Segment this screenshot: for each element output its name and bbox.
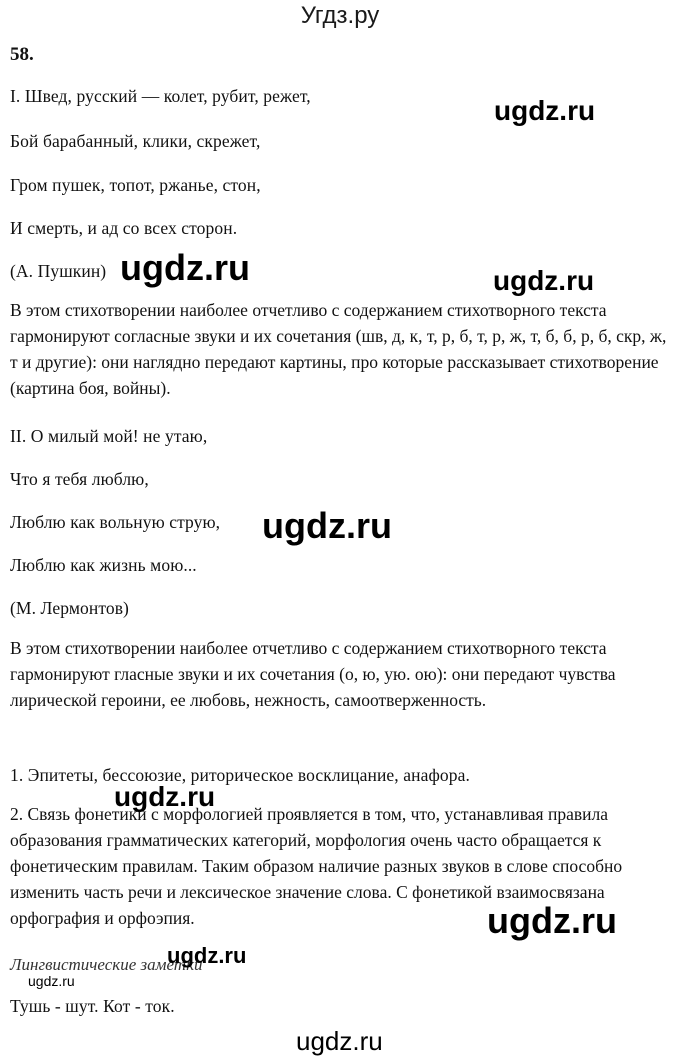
watermark: ugdz.ru: [494, 95, 596, 126]
watermark: ugdz.ru: [167, 943, 247, 968]
watermark: ugdz.ru: [114, 781, 216, 812]
watermark: ugdz.ru: [28, 973, 75, 989]
poem-line: Люблю как жизнь мою...: [10, 555, 197, 575]
watermark: ugdz.ru: [120, 247, 250, 288]
answer-item: 1. Эпитеты, бессоюзие, риторическое восклицание, анафора.: [10, 765, 470, 785]
watermark: ugdz.ru: [296, 1026, 383, 1056]
notes-text: Тушь - шут. Кот - ток.: [10, 996, 175, 1016]
poem-line: Гром пушек, топот, ржанье, стон,: [10, 175, 261, 195]
analysis-paragraph: В этом стихотворении наиболее отчетливо с содержанием стихотворного текста гармонируют гласные звуки и их сочетания (о, ю, ую. ою): они передают чувства лирической героини, ее любовь, нежность, самоотверженность.: [10, 638, 616, 710]
exercise-number: 58.: [10, 44, 34, 65]
answer-item: 2. Связь фонетики с морфологией проявляется в том, что, устанавливая правила образования грамматических категорий, морфология очень часто обращается к фонетическим правилам. Таким образом наличие разных звуков в слове способно изменить часть речи и лексическое значение слова. С фонетикой взаимосвязана орфография и орфоэпия.: [10, 804, 623, 928]
watermark: ugdz.ru: [493, 265, 595, 296]
poem-line: Люблю как вольную струю,: [10, 512, 221, 532]
poem-author: (А. Пушкин): [10, 261, 107, 281]
poem-line: И смерть, и ад со всех сторон.: [10, 218, 238, 238]
poem-line: Бой барабанный, клики, скрежет,: [10, 131, 261, 151]
poem-line: Что я тебя люблю,: [10, 469, 149, 489]
watermark: ugdz.ru: [262, 505, 392, 546]
poem-line: I. Швед, русский — колет, рубит, режет,: [10, 86, 311, 106]
notes-heading: Лингвистические заметки: [10, 955, 203, 974]
analysis-paragraph: В этом стихотворении наиболее отчетливо с содержанием стихотворного текста гармонируют согласные звуки и их сочетания (шв, д, к, т, р, б, т, р, ж, т, б, б, р, б, скр, ж, т и другие): они наглядно передают картины, про которые рассказывает стихотворение (картина боя, войны).: [10, 300, 667, 398]
watermark: ugdz.ru: [487, 900, 617, 941]
site-title: Угдз.ру: [300, 2, 380, 29]
poem-author: (М. Лермонтов): [10, 598, 129, 618]
poem-line: II. О милый мой! не утаю,: [10, 426, 208, 446]
